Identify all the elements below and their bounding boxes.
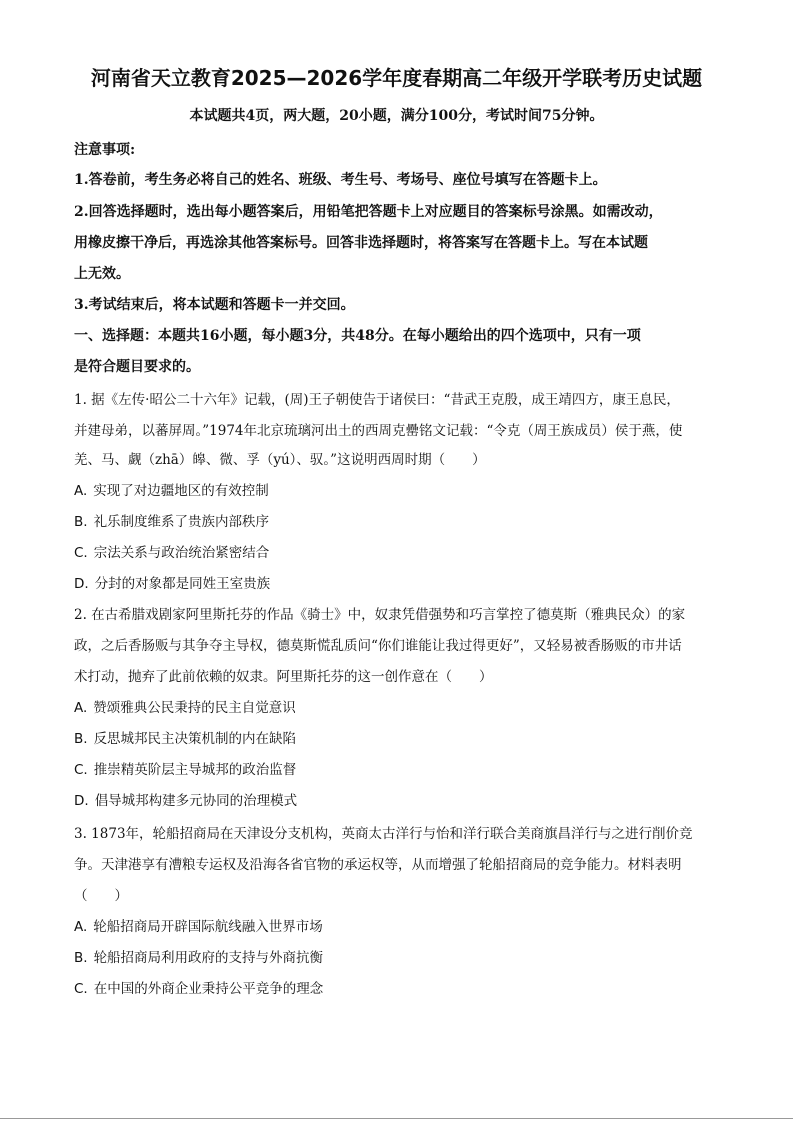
notes-item-2-line-3: 上无效。 — [74, 266, 130, 282]
notes-item-1: 1.答卷前，考生务必将自己的姓名、班级、考生号、考场号、座位号填写在答题卡上。 — [74, 172, 607, 188]
option-letter: B. — [74, 950, 88, 966]
question-3-option-b[interactable] — [74, 948, 323, 968]
option-letter: D. — [74, 576, 89, 592]
option-text: 反思城邦民主决策机制的内在缺陷 — [93, 731, 297, 747]
option-letter: C. — [74, 981, 88, 997]
question-3-stem-line-2: 争。天津港享有漕粮专运权及沿海各省官物的承运权等，从而增强了轮船招商局的竞争能力。材料表明 — [74, 857, 682, 873]
option-letter: C. — [74, 545, 88, 561]
option-text: 轮船招商局开辟国际航线融入世界市场 — [93, 919, 323, 935]
question-2-option-a[interactable] — [74, 698, 296, 718]
section-1-heading-line-1: 一、选择题：本题共16小题，每小题3分，共48分。在每小题给出的四个选项中，只有一项 — [74, 328, 641, 344]
exam-info: 本试题共4页，两大题，20小题，满分100分，考试时间75分钟。 — [189, 108, 604, 124]
option-letter: D. — [74, 793, 89, 809]
option-text: 轮船招商局利用政府的支持与外商抗衡 — [93, 950, 324, 966]
question-2-option-b[interactable] — [74, 729, 296, 749]
question-3-stem-line-1: 3. 1873年，轮船招商局在天津设分支机构，英商太古洋行与怡和洋行联合美商旗昌洋行与之进行削价竞 — [74, 826, 693, 842]
option-letter: A. — [74, 700, 88, 716]
question-2-option-d[interactable] — [74, 791, 297, 811]
option-text: 宗法关系与政治统治紧密结合 — [93, 545, 270, 561]
page-title: 河南省天立教育2025—2026学年度春期高二年级开学联考历史试题 — [90, 66, 703, 90]
question-1-option-b[interactable] — [74, 512, 269, 532]
option-text: 赞颂雅典公民秉持的民主自觉意识 — [93, 700, 296, 716]
question-1-stem-line-1: 1. 据《左传·昭公二十六年》记载，(周)王子朝使告于诸侯曰：“昔武王克殷，成王靖四方，康王息民， — [74, 392, 680, 408]
option-letter: A. — [74, 483, 88, 499]
option-letter: C. — [74, 762, 88, 778]
question-2-stem-line-2: 政，之后香肠贩与其争夺主导权，德莫斯慌乱质问“你们谁能让我过得更好”，又轻易被香肠贩的市井话 — [74, 638, 682, 654]
question-3-option-c[interactable] — [74, 979, 323, 999]
question-1-option-a[interactable] — [74, 481, 269, 501]
option-text: 推崇精英阶层主导城邦的政治监督 — [93, 762, 297, 778]
option-text: 礼乐制度维系了贵族内部秩序 — [93, 514, 270, 530]
question-1-stem-line-2: 并建母弟，以蕃屏周。”1974年北京琉璃河出土的西周克罍铭文记载：“令克（周王族成员）侯于燕，使 — [74, 423, 683, 439]
question-2-option-c[interactable] — [74, 760, 296, 780]
option-text: 实现了对边疆地区的有效控制 — [93, 483, 269, 499]
option-text: 在中国的外商企业秉持公平竞争的理念 — [93, 981, 324, 997]
question-1-option-d[interactable] — [74, 574, 270, 594]
question-1-option-c[interactable] — [74, 543, 269, 563]
notes-item-2-line-1: 2.回答选择题时，选出每小题答案后，用铅笔把答题卡上对应题目的答案标号涂黑。如需改动， — [74, 204, 663, 220]
question-3-stem-line-3: （ ） — [74, 888, 128, 904]
option-letter: B. — [74, 514, 88, 530]
section-1-heading-line-2: 是符合题目要求的。 — [74, 359, 200, 375]
question-1-stem-line-3: 羌、马、觑（zhā）皞、微、孚（yú）、驭。”这说明西周时期（ ） — [74, 452, 486, 468]
footer-divider — [0, 1118, 793, 1119]
notes-heading: 注意事项: — [74, 142, 136, 158]
option-letter: A. — [74, 919, 88, 935]
notes-item-3: 3.考试结束后，将本试题和答题卡一并交回。 — [74, 297, 355, 313]
option-letter: B. — [74, 731, 88, 747]
question-2-stem-line-3: 术打动，抛弃了此前依赖的奴隶。阿里斯托芬的这一创作意在（ ） — [74, 669, 493, 685]
option-text: 倡导城邦构建多元协同的治理模式 — [94, 793, 298, 809]
option-text: 分封的对象都是同姓王室贵族 — [94, 576, 271, 592]
question-2-stem-line-1: 2. 在古希腊戏剧家阿里斯托芬的作品《骑士》中，奴隶凭借强势和巧言掌控了德莫斯（雅典民众）的家 — [74, 607, 686, 623]
notes-item-2-line-2: 用橡皮擦干净后，再选涂其他答案标号。回答非选择题时，将答案写在答题卡上。写在本试题 — [74, 235, 648, 251]
question-3-option-a[interactable] — [74, 917, 323, 937]
